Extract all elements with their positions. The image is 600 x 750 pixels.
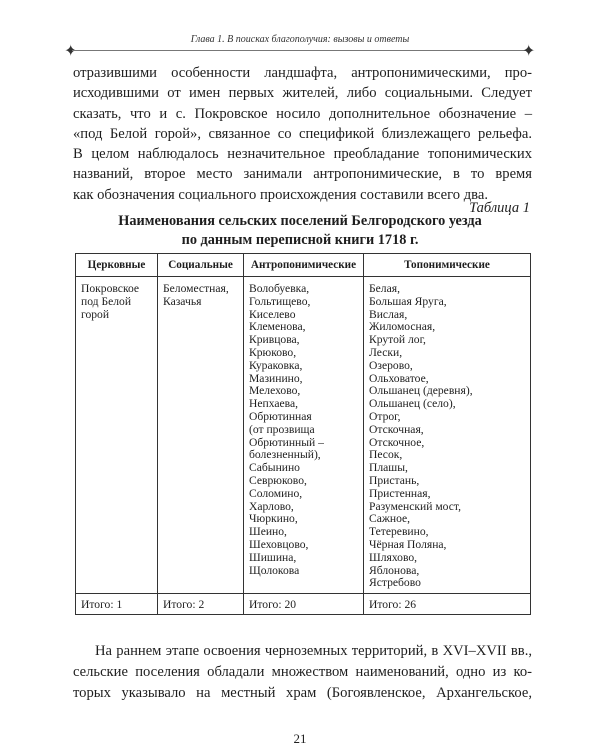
settlement-name: Щолокова <box>249 563 300 577</box>
text-line: «под Белой горой», связанное со спецификой близлежащего рельефа. <box>73 125 532 142</box>
total-toponymic: Итого: 26 <box>364 594 531 615</box>
settlement-name: Чюркино, <box>249 512 298 526</box>
total-church: Итого: 1 <box>76 594 158 615</box>
settlement-name: Обрютинный – <box>249 435 324 449</box>
settlement-name: Шишина, <box>249 550 297 564</box>
settlement-name: Кураковка, <box>249 358 303 372</box>
settlement-name: Покровское <box>81 282 140 295</box>
settlement-name: горой <box>81 307 110 321</box>
total-social: Итого: 2 <box>158 594 244 615</box>
settlement-name: Лески, <box>369 345 403 359</box>
settlement-name: Севрюково, <box>249 473 307 487</box>
settlement-name: (от прозвища <box>249 422 315 436</box>
settlement-name: Казачья <box>163 294 202 308</box>
header-social: Социальные <box>158 254 244 277</box>
settlement-name: Озерово, <box>369 358 413 372</box>
settlement-name: Жиломосная, <box>369 320 436 334</box>
settlement-name: Волобуевка, <box>249 282 310 295</box>
settlement-name: Сабынино <box>249 461 300 475</box>
header-toponymic: Топонимические <box>364 254 531 277</box>
ornament-left-icon: ✦ <box>64 43 78 60</box>
table-title-line: Наименования сельских поселений Белгородского уезда <box>118 213 482 229</box>
settlement-name: Гольтищево, <box>249 294 311 308</box>
settlement-name: Сажное, <box>369 512 411 526</box>
header-church: Церковные <box>76 254 158 277</box>
settlement-name: Шеховцово, <box>249 537 309 551</box>
cell-social <box>158 277 244 594</box>
settlement-name: Клеменова, <box>249 320 306 334</box>
settlement-name: Разуменский мост, <box>369 499 462 513</box>
settlement-name: Плашы, <box>369 461 408 475</box>
cell-toponymic <box>364 277 531 594</box>
settlement-name: Вислая, <box>369 307 408 321</box>
settlement-name: Пристенная, <box>369 486 431 500</box>
text-line: отразившими особенности ландшафта, антропонимическими, про- <box>73 65 532 81</box>
table-title-line: по данным переписной книги 1718 г. <box>181 232 419 248</box>
table-header-row <box>76 254 531 277</box>
settlement-name: Мазинино, <box>249 371 303 385</box>
table-caption: Таблица 1 <box>469 200 530 216</box>
settlements-table <box>75 253 531 615</box>
total-anthroponymic: Итого: 20 <box>244 594 364 615</box>
settlement-name: Пристань, <box>369 473 420 487</box>
settlement-name: Киселево <box>249 307 296 321</box>
settlement-name: Тетеревино, <box>369 525 429 539</box>
settlement-name: Обрютинная <box>249 409 312 423</box>
settlement-name: Чёрная Поляна, <box>369 537 447 551</box>
settlement-name: Ястребово <box>369 576 421 590</box>
table-row <box>76 277 531 594</box>
text-line: как обозначения социального происхождения составили всего два. <box>73 186 488 203</box>
settlement-name: Шеино, <box>249 525 287 539</box>
table-title <box>0 212 600 250</box>
cell-anthroponymic <box>244 277 364 594</box>
text-line: сельские поселения обладали множеством наименований, одно из ко- <box>73 664 532 680</box>
settlement-name: Ольшанец (село), <box>369 397 456 411</box>
settlement-name: Отскочное, <box>369 435 425 449</box>
text-line: названий, второе место занимали антропонимические, в то время <box>73 166 532 183</box>
settlement-name: Отскочная, <box>369 422 424 436</box>
page-number: 21 <box>293 731 307 746</box>
totals-row <box>76 594 531 615</box>
settlement-name: Яблонова, <box>369 563 420 577</box>
running-header: Глава 1. В поисках благополучия: вызовы и ответы <box>190 34 410 45</box>
settlement-name: Ольховатое, <box>369 371 429 385</box>
settlement-name: Песок, <box>369 448 403 462</box>
paragraph-1 <box>73 63 532 205</box>
settlement-name: Белая, <box>369 282 400 295</box>
settlement-name: Шляхово, <box>369 550 418 564</box>
settlement-name: Харлово, <box>249 499 294 513</box>
cell-church <box>76 277 158 594</box>
text-line: сказать, что и с. Покровское носило дополнительное обозначение – <box>73 105 532 122</box>
settlement-name: Отрог, <box>369 409 401 423</box>
settlement-name: под Белой <box>81 294 132 308</box>
settlement-name: Крутой лог, <box>369 333 426 347</box>
header-rule <box>72 50 528 51</box>
text-line: На раннем этапе освоения черноземных территорий, в XVI–XVII вв., <box>95 643 532 659</box>
text-line: торых указывало на местный храм (Богоявленское, Архангельское, <box>73 685 532 701</box>
settlement-name: Беломестная, <box>163 282 229 295</box>
settlement-name: Соломино, <box>249 486 303 500</box>
ornament-right-icon: ✦ <box>522 43 536 60</box>
paragraph-2 <box>73 641 532 704</box>
settlement-name: Ольшанец (деревня), <box>369 384 473 398</box>
settlement-name: Большая Яруга, <box>369 294 447 308</box>
settlement-name: Непхаева, <box>249 397 299 411</box>
text-line: исходившими от имен первых жителей, либо социальными. Следует <box>73 85 532 102</box>
text-line: В целом наблюдалось незначительное преобладание топонимических <box>73 146 532 163</box>
settlement-name: Мелехово, <box>249 384 301 398</box>
header-anthroponymic: Антропонимические <box>244 254 364 277</box>
settlement-name: болезненный), <box>249 448 321 462</box>
settlement-name: Кривцова, <box>249 333 300 347</box>
settlement-name: Крюково, <box>249 345 297 359</box>
